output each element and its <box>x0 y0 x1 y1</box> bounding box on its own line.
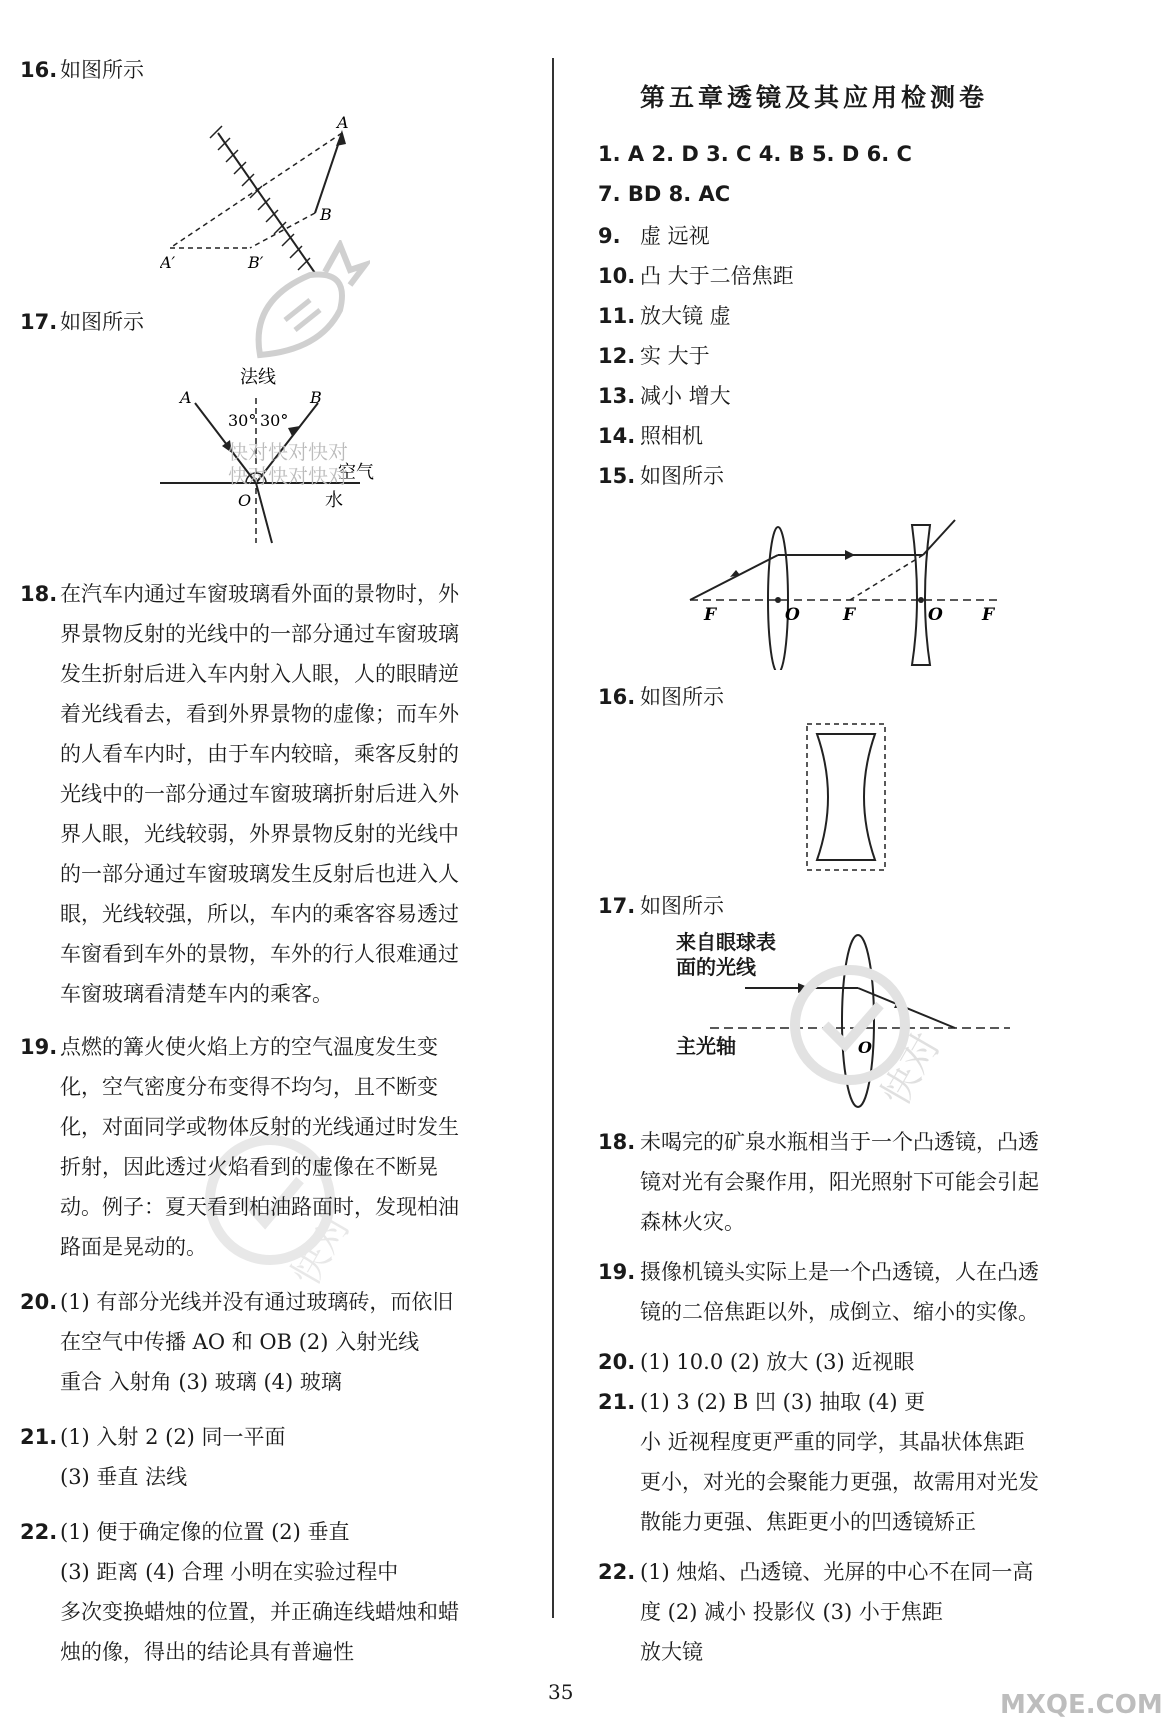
left-text-line: 多次变换蜡烛的位置，并正确连线蜡烛和蜡 <box>60 1600 459 1624</box>
label-O: O <box>238 491 252 510</box>
left-item-number: 19. <box>20 1035 58 1059</box>
right-item-number: 22. <box>598 1560 636 1584</box>
right-text-line: 实 大于 <box>640 344 710 368</box>
right-text-line: 放大镜 <box>640 1640 703 1664</box>
label-A: A <box>180 388 192 407</box>
right-text-line: 森林火灾。 <box>640 1210 745 1234</box>
left-text-line: 折射，因此透过火焰看到的虚像在不断晃 <box>60 1155 438 1179</box>
left-text-line: (1) 便于确定像的位置 (2) 垂直 <box>60 1520 350 1544</box>
right-item-number: 15. <box>598 464 636 488</box>
watermark-text: 快对 <box>282 1205 360 1294</box>
left-item-number: 22. <box>20 1520 58 1544</box>
right-item-number: 19. <box>598 1260 636 1284</box>
fig-label-2: 面的光线 <box>676 955 756 979</box>
fig-label-axis: 主光轴 <box>676 1034 736 1058</box>
right-text-line: 镜的二倍焦距以外，成倒立、缩小的实像。 <box>640 1300 1039 1324</box>
left-text-line: (3) 垂直 法线 <box>60 1465 188 1489</box>
label-O: O <box>785 605 800 625</box>
left-text-line: (1) 入射 2 (2) 同一平面 <box>60 1425 286 1449</box>
left-text-line: 车窗看到车外的景物，车外的行人很难通过 <box>60 942 459 966</box>
site-watermark: MXQE.COM <box>1000 1690 1163 1720</box>
left-text-line: 着光线看去，看到外界景物的虚像；而车外 <box>60 702 459 726</box>
page-number: 35 <box>548 1680 574 1704</box>
left-item-number: 18. <box>20 582 58 606</box>
left-text-line: 界景物反射的光线中的一部分通过车窗玻璃 <box>60 622 459 646</box>
left-text-line: 在空气中传播 AO 和 OB (2) 入射光线 <box>60 1330 420 1354</box>
left-text-line: 的一部分通过车窗玻璃发生反射后也进入人 <box>60 862 459 886</box>
left-text-line: 的人看车内时，由于车内较暗，乘客反射的 <box>60 742 459 766</box>
right-item-number: 13. <box>598 384 636 408</box>
right-item-number: 18. <box>598 1130 636 1154</box>
label-angle-2: 30° <box>260 411 289 430</box>
left-text-line: 如图所示 <box>60 310 144 334</box>
left-text-line: 界人眼，光线较弱，外界景物反射的光线中 <box>60 822 459 846</box>
right-text-line: 未喝完的矿泉水瓶相当于一个凸透镜，凸透 <box>640 1130 1039 1154</box>
right-item-number: 9. <box>598 224 621 248</box>
left-text-line: 化，空气密度分布变得不均匀，且不断变 <box>60 1075 438 1099</box>
left-item-number: 21. <box>20 1425 58 1449</box>
right-text-line: 放大镜 虚 <box>640 304 731 328</box>
right-text-line: 照相机 <box>640 424 703 448</box>
left-text-line: 如图所示 <box>60 58 144 82</box>
right-item-number: 20. <box>598 1350 636 1374</box>
left-item-number: 20. <box>20 1290 58 1314</box>
label-A: A <box>337 113 349 132</box>
watermark-text: 快对快对快对 <box>228 464 348 488</box>
figure-right-15 <box>680 515 1010 670</box>
left-text-line: 路面是晃动的。 <box>60 1235 207 1259</box>
left-item-number: 16. <box>20 58 58 82</box>
label-O: O <box>858 1038 872 1057</box>
right-item-number: 17. <box>598 894 636 918</box>
right-text-line: 度 (2) 减小 投影仪 (3) 小于焦距 <box>640 1600 943 1624</box>
label-normal: 法线 <box>240 367 276 388</box>
label-B: B <box>310 388 322 407</box>
left-item-number: 17. <box>20 310 58 334</box>
right-item-number: 21. <box>598 1390 636 1414</box>
left-text-line: (3) 距离 (4) 合理 小明在实验过程中 <box>60 1560 399 1584</box>
right-text-line: (1) 烛焰、凸透镜、光屏的中心不在同一高 <box>640 1560 1034 1584</box>
left-text-line: 点燃的篝火使火焰上方的空气温度发生变 <box>60 1035 438 1059</box>
right-text-line: 镜对光有会聚作用，阳光照射下可能会引起 <box>640 1170 1039 1194</box>
label-O: O <box>928 605 943 625</box>
label-angle-1: 30° <box>228 411 257 430</box>
right-text-line: (1) 3 (2) B 凹 (3) 抽取 (4) 更 <box>640 1390 926 1414</box>
right-item-number: 16. <box>598 685 636 709</box>
right-text-line: 散能力更强、焦距更小的凹透镜矫正 <box>640 1510 976 1534</box>
right-text-line: 如图所示 <box>640 894 724 918</box>
left-text-line: 在汽车内通过车窗玻璃看外面的景物时，外 <box>60 582 459 606</box>
figure-right-16 <box>805 722 887 872</box>
label-air: 空气 <box>338 462 374 483</box>
right-text-line: 凸 大于二倍焦距 <box>640 264 794 288</box>
right-text-line: 如图所示 <box>640 464 724 488</box>
left-text-line: 烛的像，得出的结论具有普遍性 <box>60 1640 354 1664</box>
label-water: 水 <box>325 490 343 511</box>
right-text-line: 如图所示 <box>640 685 724 709</box>
label-A-prime: A′ <box>160 253 176 272</box>
label-B-prime: B′ <box>248 253 264 272</box>
right-text-line: 摄像机镜头实际上是一个凸透镜，人在凸透 <box>640 1260 1039 1284</box>
right-item-number: 10. <box>598 264 636 288</box>
left-text-line: 车窗玻璃看清楚车内的乘客。 <box>60 982 333 1006</box>
right-text-line: 小 近视程度更严重的同学，其晶状体焦距 <box>640 1430 1025 1454</box>
label-F: F <box>704 605 717 625</box>
left-text-line: (1) 有部分光线并没有通过玻璃砖，而依旧 <box>60 1290 454 1314</box>
right-item-number: 12. <box>598 344 636 368</box>
right-text-line: 1. A 2. D 3. C 4. B 5. D 6. C <box>598 142 912 166</box>
left-text-line: 化，对面同学或物体反射的光线通过时发生 <box>60 1115 459 1139</box>
left-text-line: 眼，光线较强，所以，车内的乘客容易透过 <box>60 902 459 926</box>
left-text-line: 光线中的一部分通过车窗玻璃折射后进入外 <box>60 782 459 806</box>
right-text-line: (1) 10.0 (2) 放大 (3) 近视眼 <box>640 1350 915 1374</box>
right-text-line: 虚 远视 <box>640 224 710 248</box>
carrot-watermark <box>240 240 370 370</box>
column-divider <box>552 58 554 1618</box>
label-F: F <box>982 605 995 625</box>
right-text-line: 更小，对光的会聚能力更强，故需用对光发 <box>640 1470 1039 1494</box>
fig-label-1: 来自眼球表 <box>676 930 776 954</box>
right-item-number: 11. <box>598 304 636 328</box>
label-B: B <box>320 205 332 224</box>
left-text-line: 重合 入射角 (3) 玻璃 (4) 玻璃 <box>60 1370 342 1394</box>
watermark-text: 快对快对快对 <box>228 440 348 464</box>
left-text-line: 动。例子：夏天看到柏油路面时，发现柏油 <box>60 1195 459 1219</box>
right-text-line: 7. BD 8. AC <box>598 182 731 206</box>
right-item-number: 14. <box>598 424 636 448</box>
right-text-line: 减小 增大 <box>640 384 731 408</box>
watermark-text: 快对 <box>872 1025 950 1114</box>
label-F: F <box>843 605 856 625</box>
left-text-line: 发生折射后进入车内射入人眼，人的眼睛逆 <box>60 662 459 686</box>
chapter-title: 第五章透镜及其应用检测卷 <box>640 83 989 112</box>
